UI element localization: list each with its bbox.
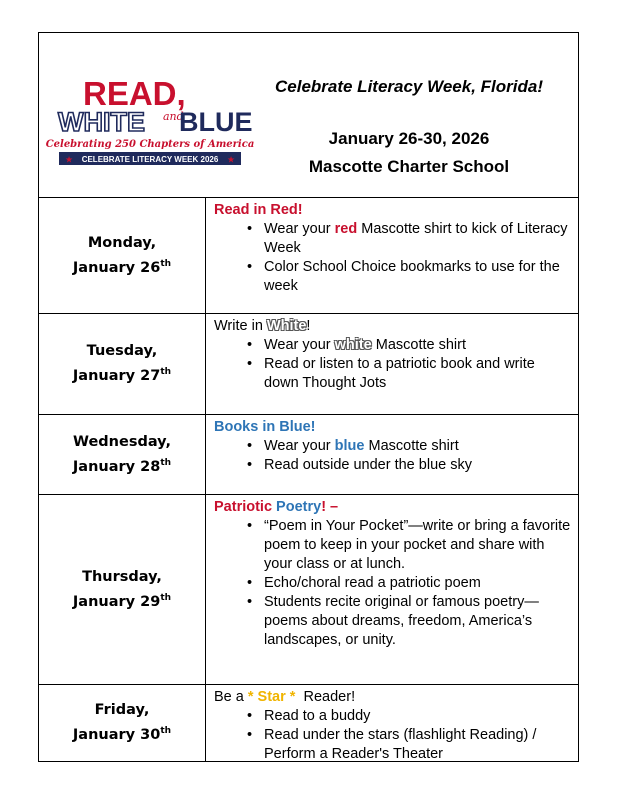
day-date: January 29 [72, 593, 161, 610]
logo-banner-star-left: ★ [65, 154, 74, 165]
activity-heading: Read in Red! [214, 202, 303, 218]
logo-and: and [163, 110, 184, 123]
activity-bullet: • Echo/choral read a patriotic poem [264, 574, 572, 593]
activity-bullet: • Color School Choice bookmarks to use for the week [264, 258, 572, 296]
star-icon: * [289, 689, 296, 705]
schedule-row-wednesday [39, 415, 578, 495]
literacy-week-flyer [38, 32, 579, 762]
date-suffix: th [160, 592, 172, 603]
activity-bullet: • Read outside under the blue sky [264, 456, 572, 475]
activity-heading: Patriotic Poetry! – [214, 499, 339, 515]
day-name: Tuesday, [86, 343, 158, 360]
logo-banner-star-right: ★ [227, 154, 236, 165]
day-cell [39, 415, 206, 494]
day-cell [39, 495, 206, 684]
star-icon: * [247, 689, 254, 705]
day-cell [39, 314, 206, 414]
header-text [244, 33, 574, 197]
flyer-header [39, 33, 578, 198]
activity-cell [206, 198, 578, 313]
school-name: Mascotte Charter School [308, 157, 510, 176]
page-title: Celebrate Literacy Week, Florida! [274, 77, 543, 96]
date-suffix: th [160, 367, 172, 378]
activity-bullet: • Read under the stars (flashlight Reading) / Perform a Reader's Theater [264, 726, 572, 764]
read-white-blue-logo [45, 75, 255, 175]
activity-heading: Be a * Star * Reader! [214, 689, 356, 705]
day-date: January 26 [72, 259, 161, 276]
day-name: Friday, [94, 702, 150, 719]
activity-cell [206, 314, 578, 414]
activity-bullet: • Wear your red Mascotte shirt to kick of Literacy Week [264, 220, 572, 258]
activity-cell [206, 685, 578, 761]
date-suffix: th [160, 457, 172, 468]
date-suffix: th [160, 258, 172, 269]
logo-read: READ, [83, 75, 186, 112]
day-date: January 27 [72, 367, 161, 384]
activity-bullet: • Read or listen to a patriotic book and write down Thought Jots [264, 355, 572, 393]
day-name: Wednesday, [72, 433, 172, 450]
day-cell [39, 198, 206, 313]
day-name: Thursday, [82, 568, 162, 585]
activity-heading: Books in Blue! [214, 419, 316, 435]
day-cell [39, 685, 206, 761]
day-date: January 28 [72, 458, 161, 475]
activity-cell [206, 495, 578, 684]
day-date: January 30 [72, 726, 161, 743]
activity-heading: Write in White! [214, 318, 311, 334]
schedule-row-friday [39, 685, 578, 761]
date-suffix: th [160, 726, 172, 737]
schedule-row-monday [39, 198, 578, 314]
logo-white: WHITE [58, 107, 145, 137]
logo-blue: BLUE [179, 107, 253, 137]
schedule-row-tuesday [39, 314, 578, 415]
activity-bullet: • Wear your white Mascotte shirt [264, 336, 572, 355]
day-name: Monday, [87, 234, 157, 251]
event-dates: January 26-30, 2026 [328, 129, 490, 148]
schedule-row-thursday [39, 495, 578, 685]
logo-banner-text: CELEBRATE LITERACY WEEK 2026 [81, 155, 219, 164]
activity-bullet: • “Poem in Your Pocket”—write or bring a favorite poem to keep in your pocket and share with your class or at lunch. [264, 517, 572, 574]
activity-cell [206, 415, 578, 494]
activity-bullet: • Students recite original or famous poetry—poems about dreams, freedom, America’s landscapes, or unity. [264, 593, 572, 650]
logo-tagline: Celebrating 250 Chapters of America [45, 139, 255, 150]
activity-bullet: • Wear your blue Mascotte shirt [264, 437, 572, 456]
activity-bullet: • Read to a buddy [264, 707, 572, 726]
